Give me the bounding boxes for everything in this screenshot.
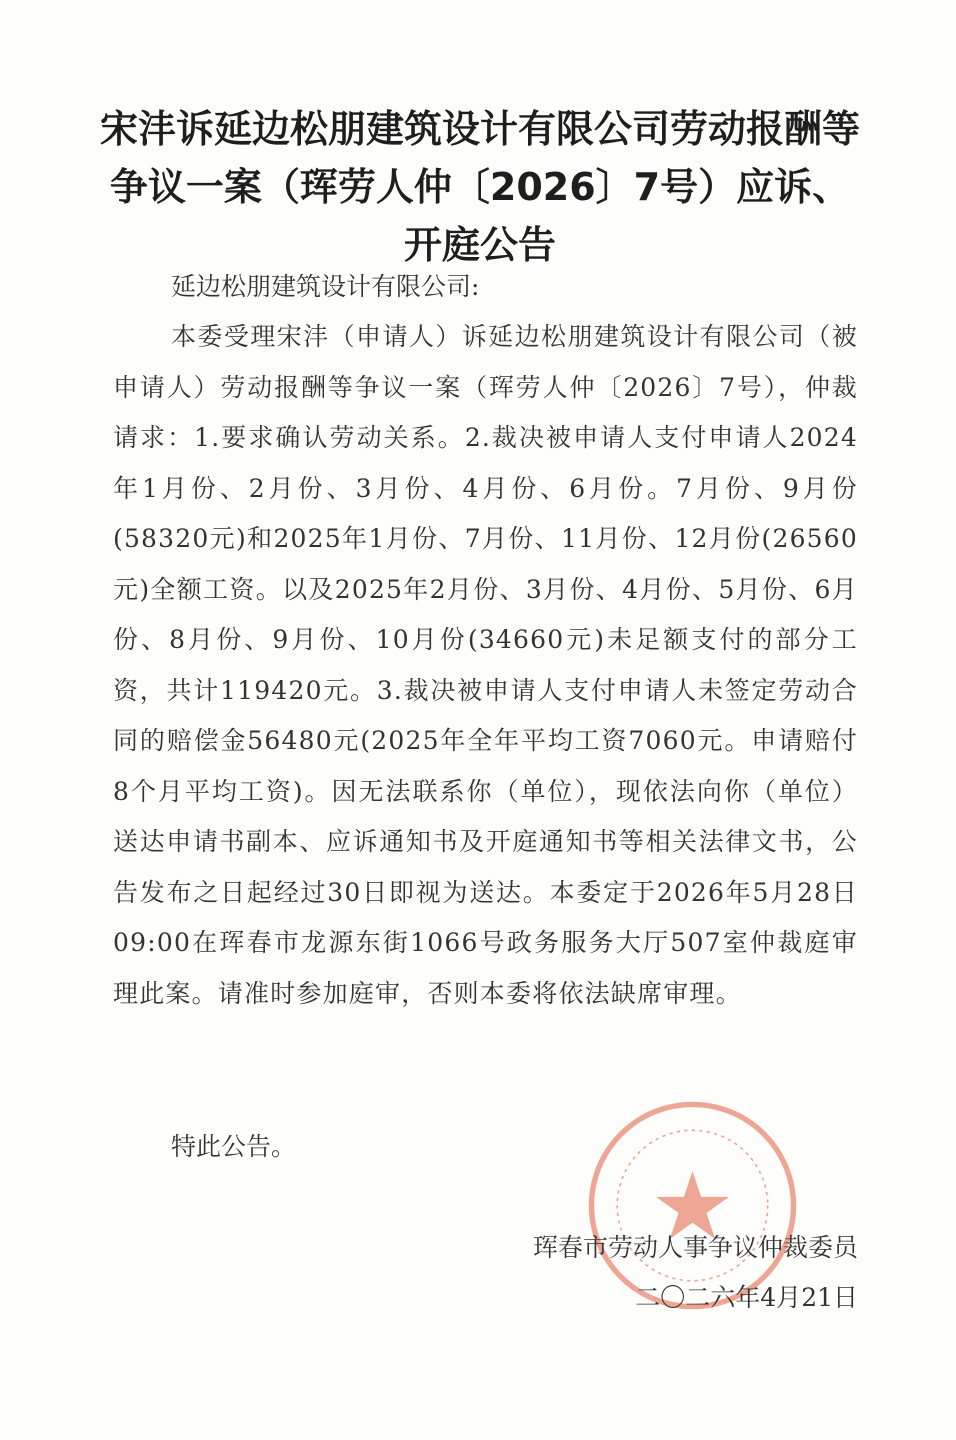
closing-line: 特此公告。 xyxy=(171,1132,297,1161)
signature-date: 二〇二六年4月21日 xyxy=(635,1283,858,1312)
signature-organization: 珲春市劳动人事争议仲裁委员 xyxy=(532,1233,858,1262)
body-paragraph: 本委受理宋沣（申请人）诉延边松朋建筑设计有限公司（被申请人）劳动报酬等争议一案（珲劳人仲〔2026〕7号），仲裁请求：1.要求确认劳动关系。2.裁决被申请人支付申请人2024年1月份、2月份、3月份、4月份、6月份。7月份、9月份(58320元)和2025年1月份、7月份、11月份、12月份(26560元)全额工资。以及2025年2月份、3月份、4月份、5月份、6月份、8月份、9月份、10月份(34660元)未足额支付的部分工资，共计119420元。3.裁决被申请人支付申请人未签定劳动合同的赔偿金56480元(2025年全年平均工资7060元。申请赔付8个月平均工资)。因无法联系你（单位），现依法向你（单位）送达申请书副本、应诉通知书及开庭通知书等相关法律文书，公告发布之日起经过30日即视为送达。本委定于2026年5月28日09:00在珲春市龙源东街1066号政务服务大厅507室仲裁庭审理此案。请准时参加庭审，否则本委将依法缺席审理。 xyxy=(113,322,858,1008)
document-title: 宋沣诉延边松朋建筑设计有限公司劳动报酬等争议一案（珲劳人仲〔2026〕7号）应诉、开庭公告 xyxy=(100,107,861,267)
recipient-line: 延边松朋建筑设计有限公司: xyxy=(171,272,480,301)
signature-block xyxy=(533,1223,858,1323)
